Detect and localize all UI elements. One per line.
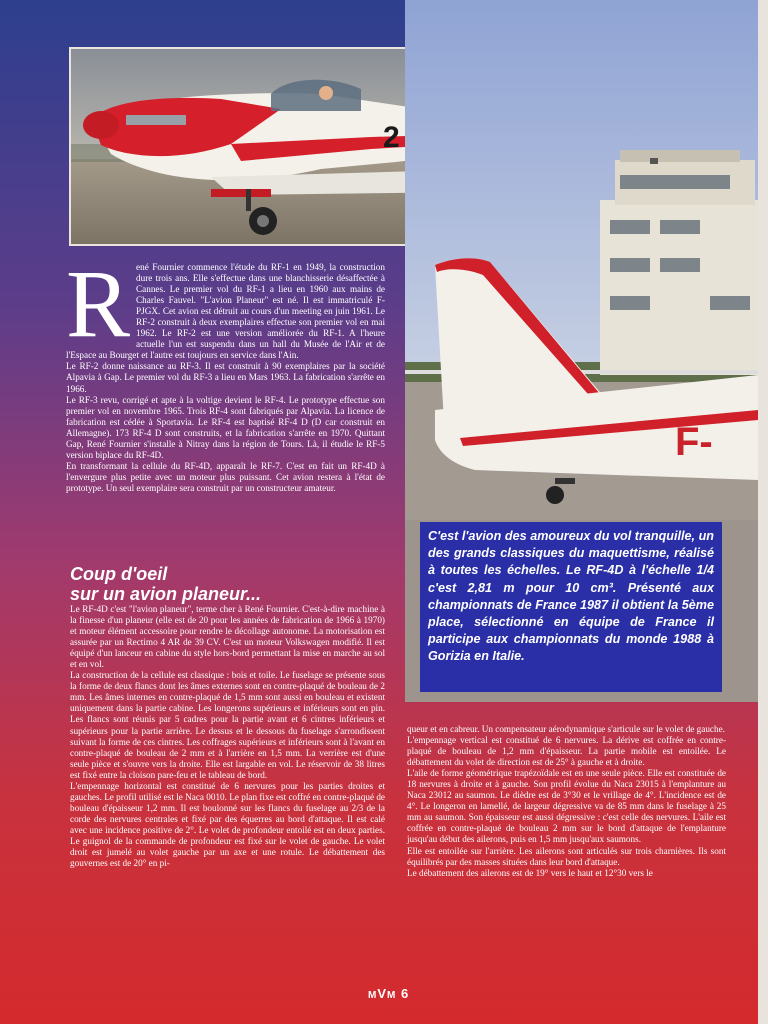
paragraph-aile: L'aile de forme géométrique trapézoïdale est en une seule pièce. Elle est constituée de 18 nervures à droite et à gauche. Son profil évolue du Naca 23015 à l'emplanture au Naca 23012 au saumon. Le dièdre est de 3°30 et le vrillage de 4°. L'incidence est de 4°. Le longeron en lamellé, de largeur dégressive va de 85 mm dans le fuselage à 25 mm au saumon. Son épaisseur est aussi dégressive : c'est celle des nervures. L'aile est coffrée en contre-plaqué de bouleau 2 mm sur le bord d'attaque de l'emplanture jusqu'au début des ailerons, puis en 1,5 mm jusqu'aux saumons. bbox=[407, 768, 726, 845]
article-column-intro bbox=[66, 250, 385, 494]
paragraph-rf7: En transformant la cellule du RF-4D, apparaît le RF-7. C'est en fait un RF-4D à l'envergure plus petite avec un moteur plus puissant. Cet avion restera à l'état de prototype. Un seul exemplaire sera construit par un constructeur amateur. bbox=[66, 460, 385, 493]
paragraph-ailerons: Elle est entoilée sur l'arrière. Les ailerons sont articulés sur trois charnières. Ils sont équilibrés par des masses situées dans leur bord d'attaque. bbox=[407, 845, 726, 867]
brand-v: V bbox=[377, 986, 388, 1001]
heading-line-1: Coup d'oeil bbox=[70, 564, 168, 584]
paragraph-cellule: La construction de la cellule est classique : bois et toile. Le fuselage se présente sous la forme de deux flancs dont les âmes externes sont en contre-plaqué de bouleau de 2 mm. Les âmes internes en contre-plaqué de 1,5 mm sont aussi en bouleau et existent uniquement dans la partie cabine. Les longerons supérieurs et inférieurs sont en pin. Les flancs sont réunis par 5 cadres pour la partie avant et 6 cintres inférieurs et supérieurs pour la partie arrière. Le dessus et le dessous du fuselage s'arrondissent suivant la forme de ces cintres. Les coffrages supérieurs et inférieurs sont à l'avant en contre-plaqué de bouleau de 2 mm et à l'arrière en 1,5 mm. La verrière est d'une seule pièce et s'ouvre vers la droite. Elle est largable en vol. Le réservoir de 38 litres est fixé entre la cloison pare-feu et le tableau de bord. bbox=[70, 670, 385, 780]
paragraph-continuation: queur et en cabreur. Un compensateur aérodynamique s'articule sur le volet de gauche. bbox=[407, 724, 725, 734]
paragraph-avion-planeur: Le RF-4D c'est "l'avion planeur", terme cher à René Fournier. C'est-à-dire machine à la finesse d'un planeur (elle est de 20 pour les années de fabrication de 1966 à 1970) et moteur élément accessoire pour rendre le décollage autonome. La motorisation est assurée par un Rectimo 4 AR de 39 CV. C'est un moteur Volkswagen modifié. Il est équipé d'un lanceur en cabine du style hors-bord permettant la mise en marche au sol et en vol. bbox=[70, 604, 385, 670]
brand-m2: M bbox=[387, 990, 397, 1001]
article-column-left bbox=[70, 604, 385, 869]
page-number bbox=[368, 986, 409, 1001]
paragraph-rf4: Le RF-3 revu, corrigé et apte à la voltige devient le RF-4. Le prototype effectue son premier vol en novembre 1965. Trois RF-4 sont fabriqués par Alpavia. La licence de fabrication est cédée à Sportavia. Le RF-4 est baptisé RF-4 D (D car construit en Allemagne). 173 RF-4 D sont construits, et la fabrication s'arrête en 1970. Quittant Gap, René Fournier s'installe à Nitray dans la région de Tours. Là, il étudie le RF-5 version biplace du RF-4D. bbox=[66, 394, 385, 460]
heading-line-2: sur un avion planeur... bbox=[70, 584, 262, 604]
svg-text:2: 2 bbox=[383, 121, 400, 154]
tail-registration: F- bbox=[675, 420, 713, 464]
paragraph-empennage-horizontal: L'empennage horizontal est constitué de 6 nervures pour les parties droites et gauches. Le profil utilisé est le Naca 0010. Le plan fixe est coffré en contre-plaqué de bouleau d'épaisseur 1,2 mm. Il est boulonné sur les flancs du fuselage au 2/3 de la corde des nervures centrales et fixé par des équerres au bord d'attaque. Il est calé avec une incidence positive de 2°. Le volet de profondeur entoilé est en deux parties. Le guignol de la commande de profondeur est fixé sur le volet de gauche. Le volet droit est jumelé au volet gauche par un axe et une rotule. Le débattement des gouvernes est de 20° en pi- bbox=[70, 780, 385, 869]
page-number-value: 6 bbox=[400, 986, 410, 1001]
section-heading bbox=[70, 564, 390, 604]
article-column-right bbox=[407, 724, 726, 879]
dropcap-letter: R bbox=[66, 250, 131, 357]
paragraph-debattement: Le débattement des ailerons est de 19° vers le haut et 12°30 vers le bbox=[407, 867, 653, 878]
paragraph-empennage-vertical: L'empennage vertical est constitué de 6 nervures. La dérive est coffrée en contre-plaqué de bouleau de 1,2 mm d'épaisseur. La partie mobile est entoilée. Le débattement du volet de direction est de 25° à gauche et à droite. bbox=[407, 735, 726, 768]
photo-caption: C'est l'avion des amoureux du vol tranquille, un des grands classiques du maquettisme, réalisé à toutes les échelles. Le RF-4D à l'échelle 1/4 c'est 2,81 m pour 10 cm³. Présenté aux championnats de France 1987 il obtient la 5ème place, sélectionné en équipe de France il participe aux championnats du monde 1988 à Gorizia en Italie. bbox=[420, 522, 722, 692]
paragraph-rf3: Le RF-2 donne naissance au RF-3. Il est construit à 90 exemplaires par la société Alpavia à Gap. Le premier vol du RF-3 a lieu en Mars 1963. La fabrication s'arrête en 1966. bbox=[66, 361, 385, 394]
brand-m1: M bbox=[368, 990, 378, 1001]
intro-paragraph: ené Fournier commence l'étude du RF-1 en 1949, la construction dure trois ans. Elle s'effectue dans une blanchisserie désaffectée à Cannes. Le premier vol du RF-1 a lieu en 1960 aux mains de Charles Fauvel. "L'avion Planeur" est né. Il est immatriculé F-PJGX. Cet avion est détruit au cours d'un meeting en juin 1961. Le RF-2 construit à deux exemplaires effectue son premier vol en mai 1962. Le RF-2 est une version améliorée du RF-1. A l'heure actuelle l'un est suspendu dans un hall du Musée de l'Air et de l'Espace au Bourget et l'autre est toujours en service dans l'Ain. bbox=[66, 262, 385, 361]
